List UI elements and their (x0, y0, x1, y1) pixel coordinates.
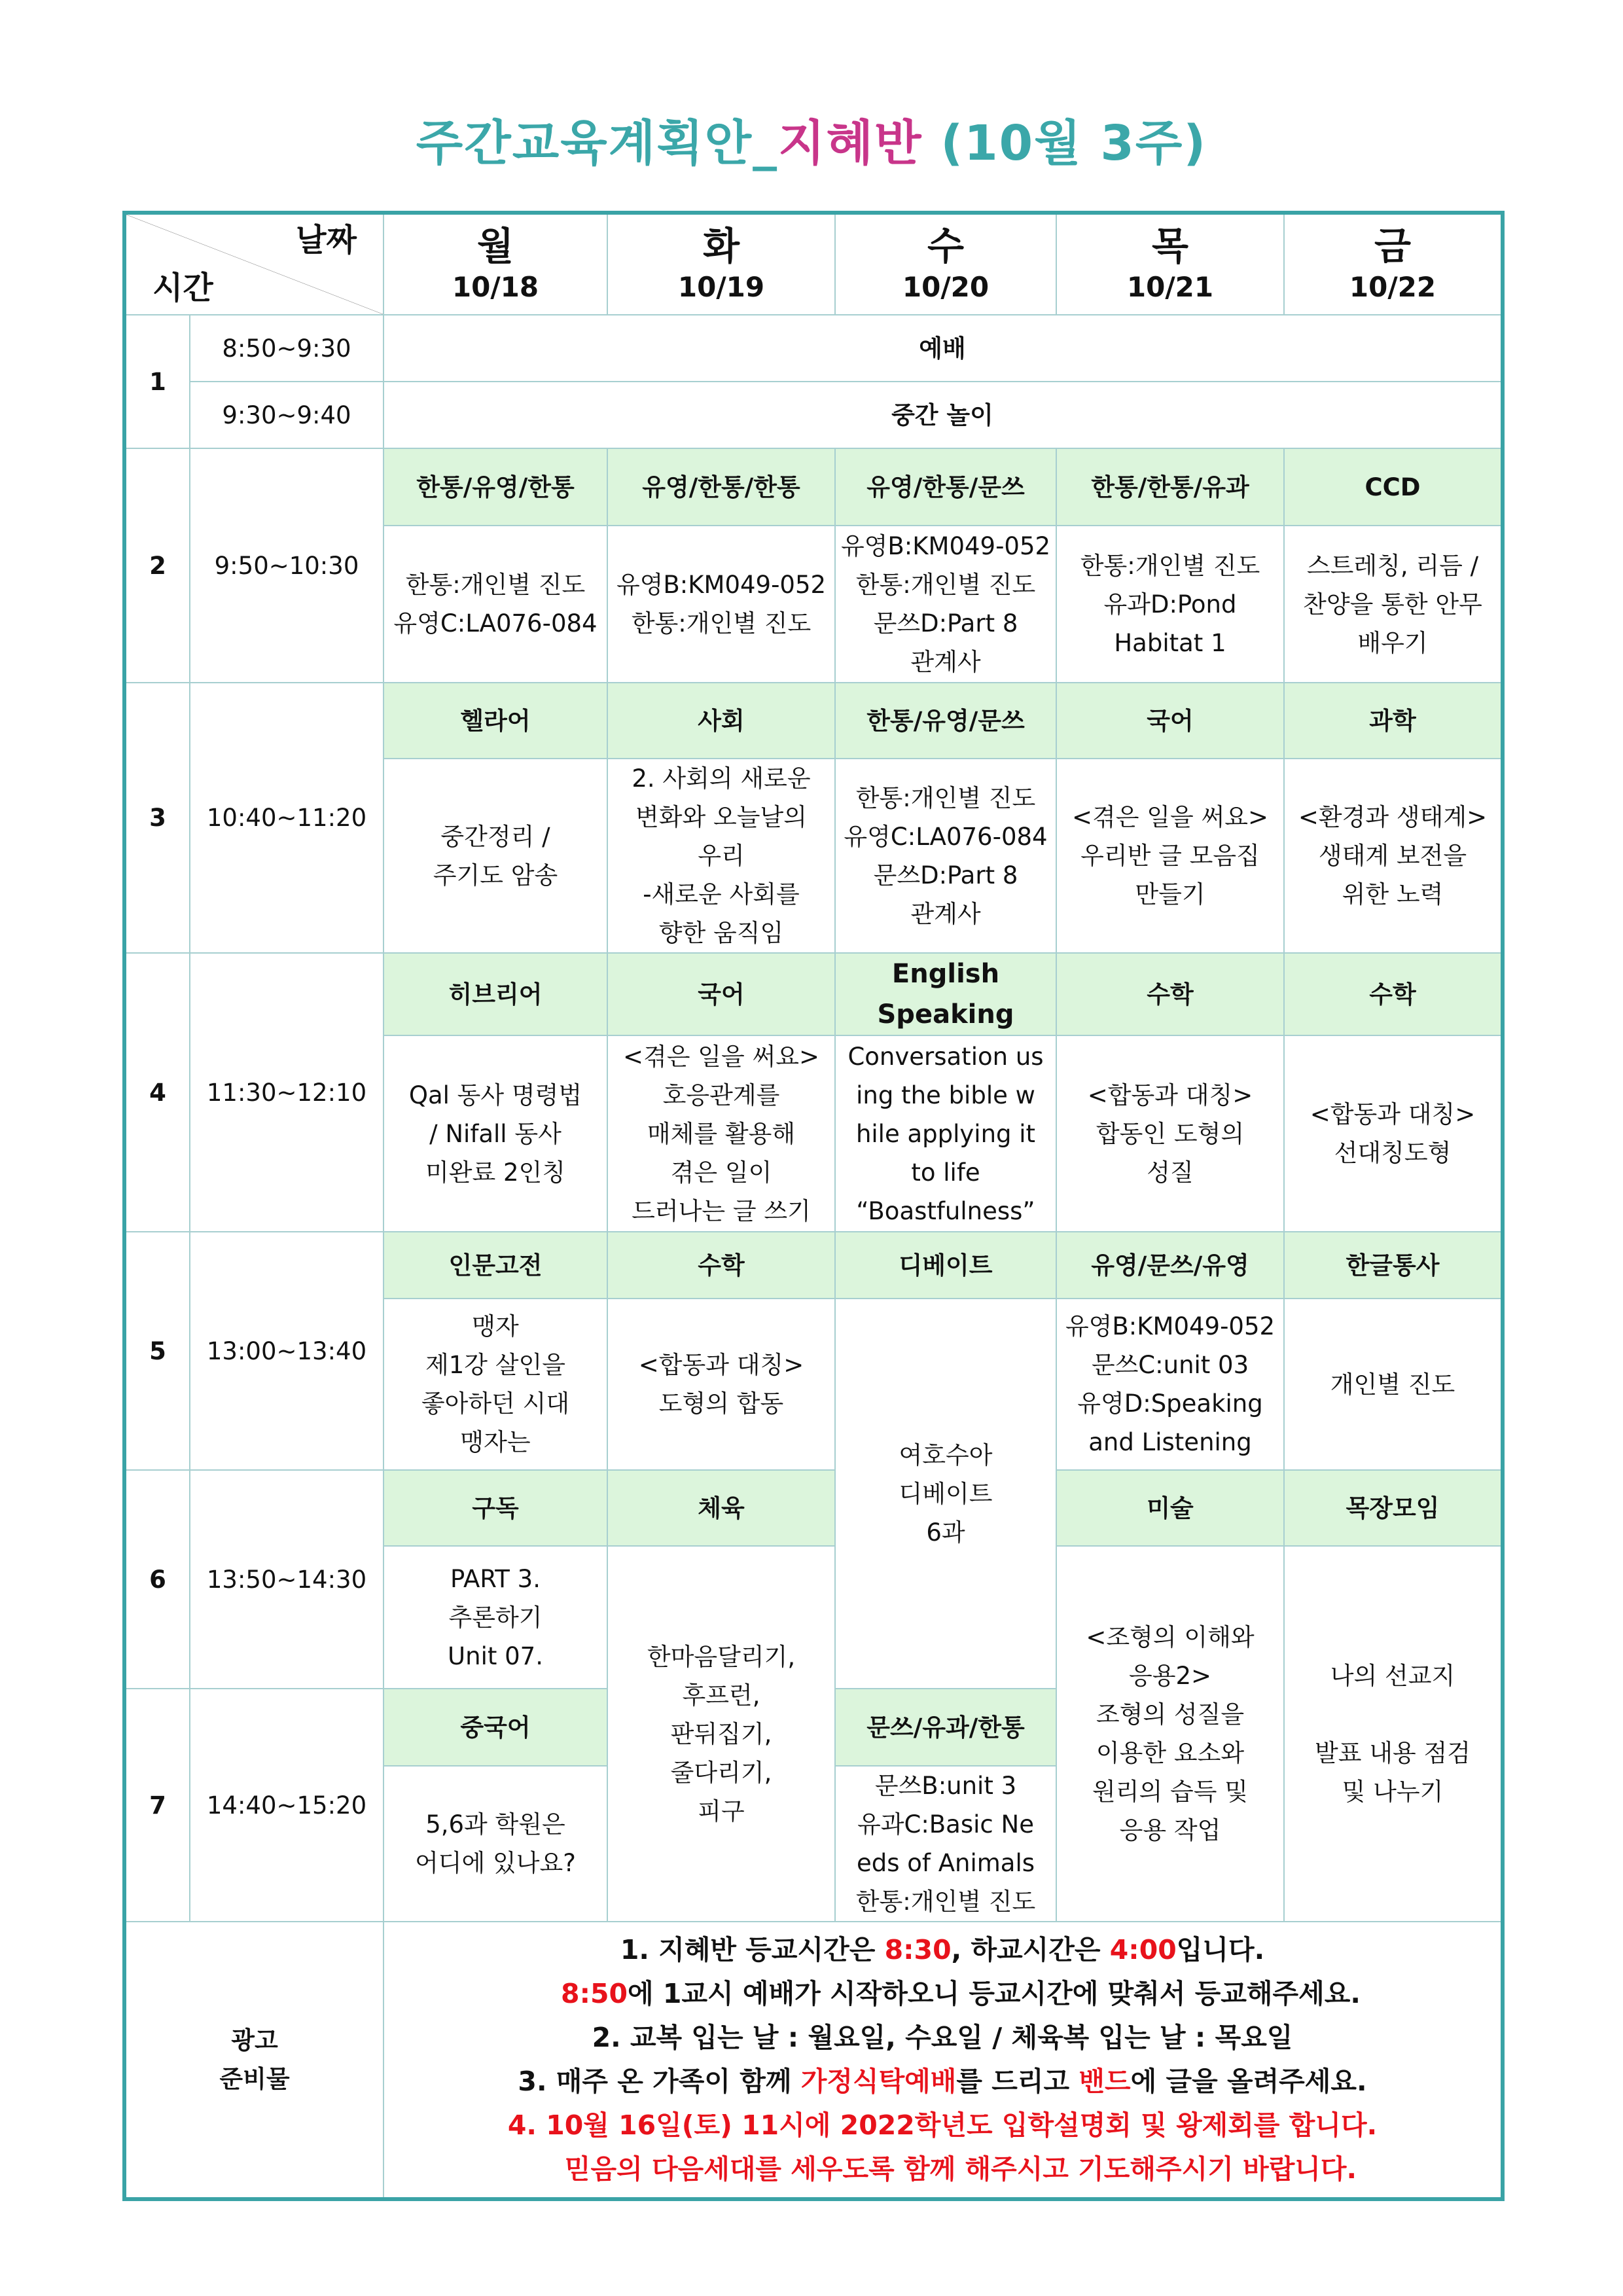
notice-line: 2. 교복 입는 날 : 월요일, 수요일 / 체육복 입는 날 : 목요일 (592, 2022, 1293, 2053)
notice-content (383, 1922, 1503, 2199)
title-class-name: 지혜반 (778, 115, 923, 171)
subject-cell: 한통/한통/유과 (1056, 448, 1284, 526)
notice-line: 3. 매주 온 가족이 함께 가정식탁예배를 드리고 밴드에 글을 올려주세요. (518, 2066, 1367, 2097)
period-7-number: 7 (124, 1689, 190, 1922)
subject-cell: 유영/한통/한통 (607, 448, 835, 526)
subject-cell: English Speaking (835, 953, 1056, 1035)
subject-cell: 한통/유영/한통 (383, 448, 607, 526)
lesson-content: <합동과 대칭> 선대칭도형 (1284, 1035, 1503, 1232)
lesson-content: <겪은 일을 써요> 호응관계를 매체를 활용해 겪은 일이 드러나는 글 쓰기 (607, 1035, 835, 1232)
day-date: 10/18 (452, 271, 539, 303)
lesson-content: <합동과 대칭> 합동인 도형의 성질 (1056, 1035, 1284, 1232)
period-6-time: 13:50~14:30 (190, 1470, 383, 1689)
day-name: 금 (1374, 224, 1412, 268)
header-time-label: 시간 (152, 270, 213, 306)
header-day-fri (1284, 213, 1503, 315)
subject-cell: 사회 (607, 683, 835, 759)
lesson-content: 개인별 진도 (1284, 1299, 1503, 1470)
lesson-content: Qal 동사 명령법 / Nifall 동사 미완료 2인칭 (383, 1035, 607, 1232)
lesson-content: 스트레칭, 리듬 / 찬양을 통한 안무 배우기 (1284, 526, 1503, 683)
period-1-number: 1 (124, 315, 190, 448)
day-name: 수 (927, 224, 965, 268)
lesson-content: <합동과 대칭> 도형의 합동 (607, 1299, 835, 1470)
subject-cell: 국어 (607, 953, 835, 1035)
lesson-content: 한통:개인별 진도 유영C:LA076-084 문쓰D:Part 8 관계사 (835, 759, 1056, 953)
period-1b-time: 9:30~9:40 (190, 382, 383, 448)
subject-cell: 수학 (1056, 953, 1284, 1035)
header-day-mon (383, 213, 607, 315)
subject-cell: 수학 (1284, 953, 1503, 1035)
period-2-time: 9:50~10:30 (190, 448, 383, 683)
recess-event: 중간 놀이 (383, 382, 1503, 448)
header-day-tue (607, 213, 835, 315)
lesson-content: 중간정리 / 주기도 암송 (383, 759, 607, 953)
subject-cell: 유영/문쓰/유영 (1056, 1232, 1284, 1299)
period-5-time: 13:00~13:40 (190, 1232, 383, 1470)
subject-cell: 문쓰/유과/한통 (835, 1689, 1056, 1766)
notice-line: 1. 지혜반 등교시간은 8:30, 하교시간은 4:00입니다. (620, 1934, 1265, 1965)
header-corner (124, 213, 383, 315)
subject-cell: 중국어 (383, 1689, 607, 1766)
period-4-number: 4 (124, 953, 190, 1232)
notice-line: 8:50에 1교시 예배가 시작하오니 등교시간에 맞춰서 등교해주세요. (561, 1978, 1361, 2009)
notice-line-highlight: 4. 10월 16일(토) 11시에 2022학년도 입학설명회 및 왕제회를 합니다. (507, 2109, 1378, 2141)
lesson-content: 유영B:KM049-052 한통:개인별 진도 (607, 526, 835, 683)
weekly-plan-table (122, 211, 1505, 2201)
lesson-content: <환경과 생태계> 생태계 보전을 위한 노력 (1284, 759, 1503, 953)
period-7-time: 14:40~15:20 (190, 1689, 383, 1922)
lesson-content: 한통:개인별 진도 유영C:LA076-084 (383, 526, 607, 683)
period-2-number: 2 (124, 448, 190, 683)
worship-event: 예배 (383, 315, 1503, 382)
subject-cell: 유영/한통/문쓰 (835, 448, 1056, 526)
subject-cell: CCD (1284, 448, 1503, 526)
art-content: <조형의 이해와 응용2> 조형의 성질을 이용한 요소와 원리의 습득 및 응용 작업 (1056, 1546, 1284, 1922)
period-3-time: 10:40~11:20 (190, 683, 383, 953)
subject-cell: 디베이트 (835, 1232, 1056, 1299)
subject-cell: 국어 (1056, 683, 1284, 759)
subject-cell: 한글통사 (1284, 1232, 1503, 1299)
notice-line-highlight: 믿음의 다음세대를 세우도록 함께 해주시고 기도해주시기 바랍니다. (564, 2153, 1357, 2185)
lesson-content: PART 3. 추론하기 Unit 07. (383, 1546, 607, 1689)
day-date: 10/21 (1126, 271, 1214, 303)
small-group-content: 나의 선교지 발표 내용 점검 및 나누기 (1284, 1546, 1503, 1922)
lesson-content: 한통:개인별 진도 유과D:Pond Habitat 1 (1056, 526, 1284, 683)
lesson-content: 5,6과 학원은 어디에 있나요? (383, 1766, 607, 1922)
day-name: 화 (702, 224, 740, 268)
day-date: 10/20 (902, 271, 990, 303)
title-week: (10월 3주) (922, 115, 1207, 171)
day-date: 10/19 (677, 271, 765, 303)
title-main: 주간교육계획안_ (416, 115, 779, 171)
header-day-wed (835, 213, 1056, 315)
period-5-number: 5 (124, 1232, 190, 1470)
pe-content: 한마음달리기, 후프런, 판뒤집기, 줄다리기, 피구 (607, 1546, 835, 1922)
subject-cell: 수학 (607, 1232, 835, 1299)
header-date-label: 날짜 (296, 222, 357, 259)
header-day-thu (1056, 213, 1284, 315)
day-date: 10/22 (1349, 271, 1436, 303)
subject-cell: 인문고전 (383, 1232, 607, 1299)
period-1a-time: 8:50~9:30 (190, 315, 383, 382)
subject-cell: 미술 (1056, 1470, 1284, 1546)
subject-cell: 체육 (607, 1470, 835, 1546)
day-name: 목 (1151, 224, 1189, 268)
lesson-content: 맹자 제1강 살인을 좋아하던 시대 맹자는 (383, 1299, 607, 1470)
period-4-time: 11:30~12:10 (190, 953, 383, 1232)
lesson-content: 유영B:KM049-052 문쓰C:unit 03 유영D:Speaking and Listening (1056, 1299, 1284, 1470)
lesson-content: 문쓰B:unit 3 유과C:Basic Ne eds of Animals 한통:개인별 진도 (835, 1766, 1056, 1922)
debate-content: 여호수아 디베이트 6과 (835, 1299, 1056, 1689)
lesson-content: 유영B:KM049-052 한통:개인별 진도 문쓰D:Part 8 관계사 (835, 526, 1056, 683)
subject-cell: 헬라어 (383, 683, 607, 759)
period-3-number: 3 (124, 683, 190, 953)
lesson-content: Conversation us ing the bible w hile applying it to life “Boastfulness” (835, 1035, 1056, 1232)
subject-cell: 과학 (1284, 683, 1503, 759)
period-6-number: 6 (124, 1470, 190, 1689)
subject-cell: 히브리어 (383, 953, 607, 1035)
lesson-content: <겪은 일을 써요> 우리반 글 모음집 만들기 (1056, 759, 1284, 953)
notice-label: 광고 준비물 (124, 1922, 383, 2199)
subject-cell: 목장모임 (1284, 1470, 1503, 1546)
day-name: 월 (476, 224, 514, 268)
page-title (0, 105, 1623, 174)
lesson-content: 2. 사회의 새로운 변화와 오늘날의 우리 -새로운 사회를 향한 움직임 (607, 759, 835, 953)
subject-cell: 구독 (383, 1470, 607, 1546)
subject-cell: 한통/유영/문쓰 (835, 683, 1056, 759)
